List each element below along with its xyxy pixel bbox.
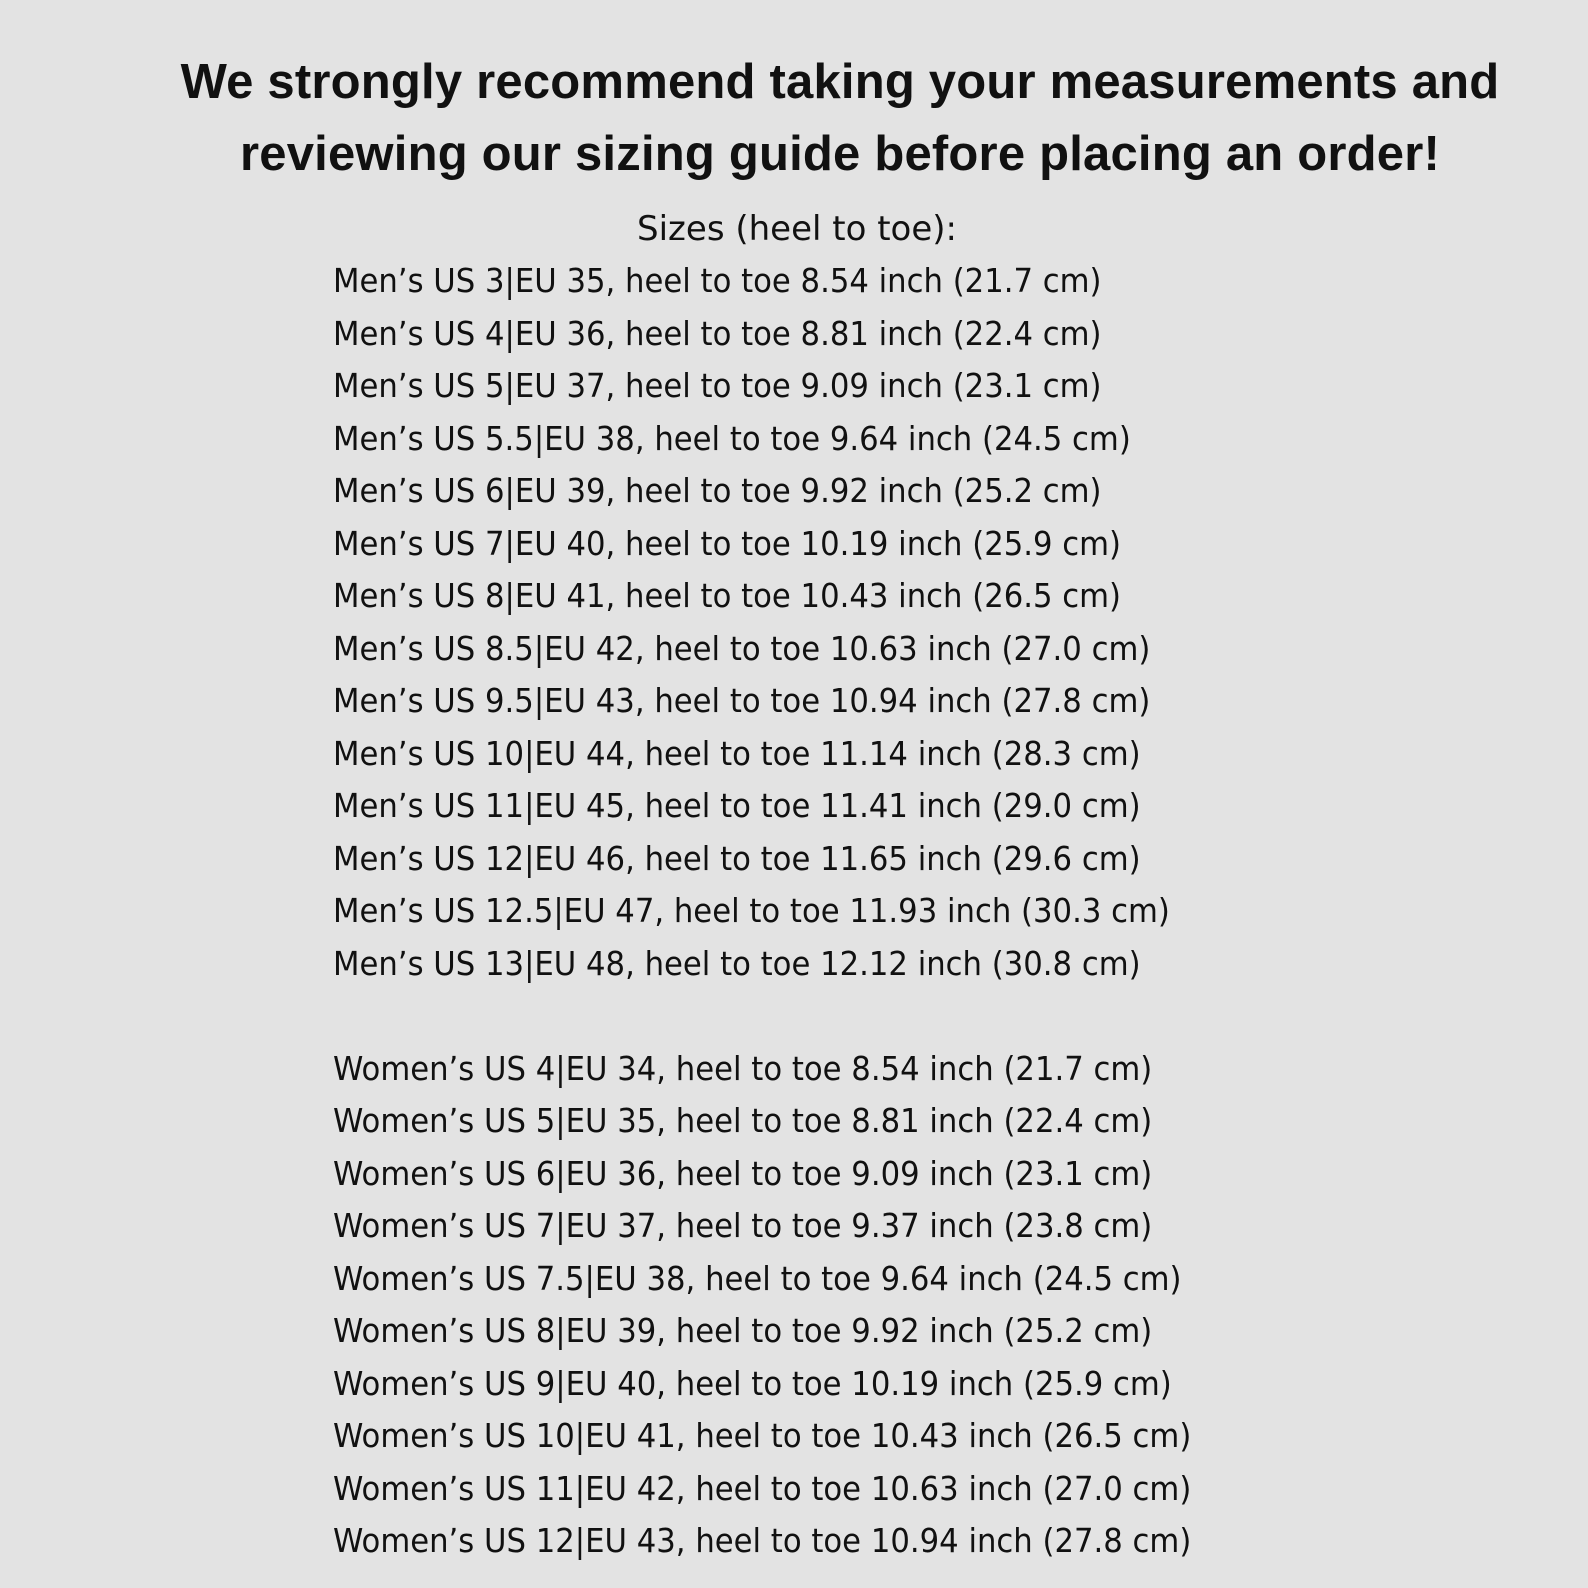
heading-line-2: reviewing our sizing guide before placing an order! — [240, 127, 1440, 181]
mens-size-row: Men’s US 8.5|EU 42, heel to toe 10.63 inch (27.0 cm) — [333, 628, 1151, 668]
womens-size-row: Women’s US 5|EU 35, heel to toe 8.81 inch (22.4 cm) — [333, 1101, 1153, 1140]
mens-size-row: Men’s US 6|EU 39, heel to toe 9.92 inch (25.2 cm) — [333, 471, 1102, 510]
heading-line-1: We strongly recommend taking your measurements and — [180, 55, 1500, 109]
mens-size-row: Men’s US 7|EU 40, heel to toe 10.19 inch (25.9 cm) — [333, 523, 1122, 563]
mens-size-row: Men’s US 3|EU 35, heel to toe 8.54 inch (21.7 cm) — [333, 261, 1102, 300]
womens-size-row: Women’s US 7|EU 37, heel to toe 9.37 inch (23.8 cm) — [333, 1206, 1153, 1245]
womens-size-row: Women’s US 10|EU 41, heel to toe 10.43 inch (26.5 cm) — [333, 1416, 1192, 1455]
womens-size-row: Women’s US 9|EU 40, heel to toe 10.19 inch (25.9 cm) — [333, 1363, 1172, 1403]
womens-size-row: Women’s US 4|EU 34, heel to toe 8.54 inch (21.7 cm) — [333, 1048, 1153, 1088]
sizes-title: Sizes (heel to toe): — [637, 209, 957, 249]
womens-size-row: Women’s US 8|EU 39, heel to toe 9.92 inch (25.2 cm) — [333, 1311, 1153, 1350]
mens-size-row: Men’s US 12|EU 46, heel to toe 11.65 inch (29.6 cm) — [333, 838, 1141, 878]
size-list — [333, 255, 1256, 1568]
womens-size-row: Women’s US 12|EU 43, heel to toe 10.94 inch (27.8 cm) — [333, 1521, 1192, 1560]
mens-size-row: Men’s US 5|EU 37, heel to toe 9.09 inch (23.1 cm) — [333, 366, 1102, 405]
mens-size-row: Men’s US 4|EU 36, heel to toe 8.81 inch (22.4 cm) — [333, 313, 1102, 353]
mens-size-row: Men’s US 5.5|EU 38, heel to toe 9.64 inch (24.5 cm) — [333, 418, 1131, 458]
mens-size-row: Men’s US 12.5|EU 47, heel to toe 11.93 inch (30.3 cm) — [333, 891, 1170, 930]
womens-size-row: Women’s US 6|EU 36, heel to toe 9.09 inch (23.1 cm) — [333, 1153, 1153, 1193]
recommendation-heading — [150, 46, 1530, 190]
womens-size-row: Women’s US 7.5|EU 38, heel to toe 9.64 inch (24.5 cm) — [333, 1258, 1182, 1298]
mens-size-row: Men’s US 8|EU 41, heel to toe 10.43 inch (26.5 cm) — [333, 576, 1122, 615]
mens-size-row: Men’s US 13|EU 48, heel to toe 12.12 inch (30.8 cm) — [333, 943, 1141, 983]
section-spacer — [333, 990, 1191, 1043]
mens-size-row: Men’s US 11|EU 45, heel to toe 11.41 inch (29.0 cm) — [333, 786, 1141, 825]
womens-size-row: Women’s US 11|EU 42, heel to toe 10.63 inch (27.0 cm) — [333, 1468, 1192, 1508]
mens-size-row: Men’s US 9.5|EU 43, heel to toe 10.94 inch (27.8 cm) — [333, 681, 1151, 720]
mens-size-row: Men’s US 10|EU 44, heel to toe 11.14 inch (28.3 cm) — [333, 733, 1141, 773]
